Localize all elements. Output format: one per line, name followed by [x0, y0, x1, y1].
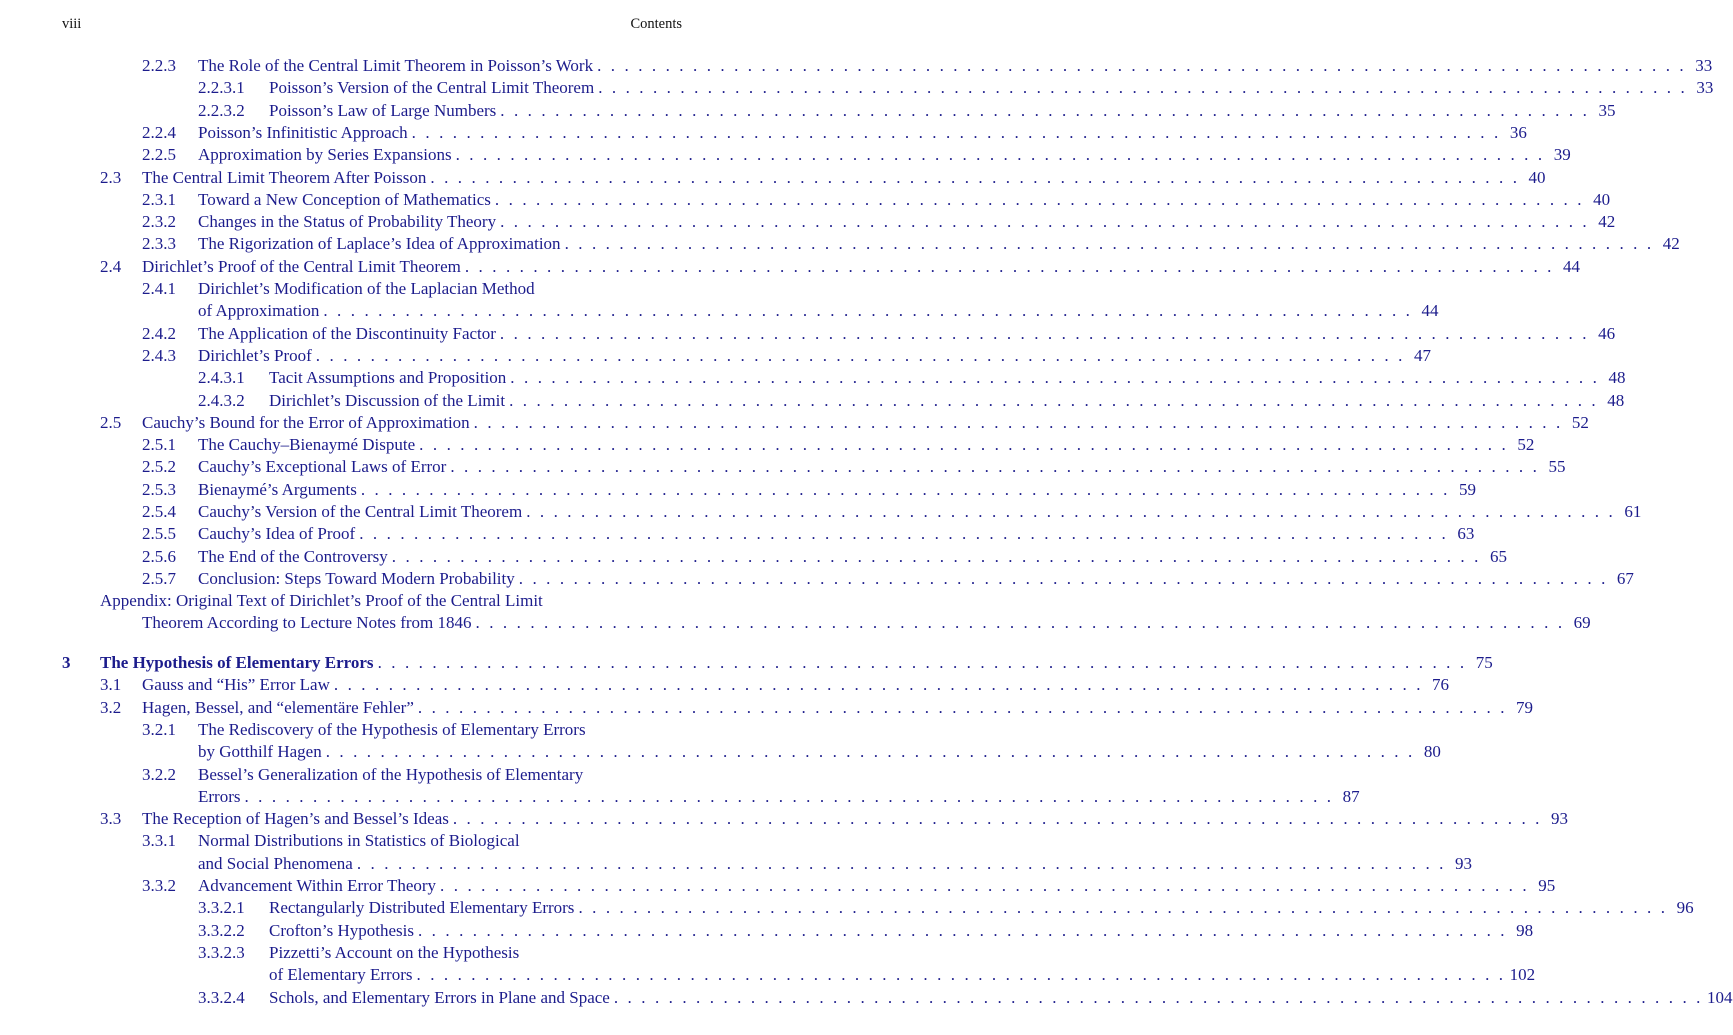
section-title: Poisson’s Law of Large Numbers	[269, 100, 497, 120]
page-number-ref: 47	[1413, 345, 1431, 365]
section-title: Schols, and Elementary Errors in Plane and Space	[269, 987, 610, 1007]
toc-line	[198, 434, 1535, 456]
page-number-ref: 55	[1548, 457, 1566, 477]
page-number-ref: 95	[1538, 876, 1556, 895]
section-number: 2.5.5	[142, 524, 176, 544]
section-title: Cauchy’s Exceptional Laws of Error	[198, 457, 447, 477]
dot-leader: . . . . . . . . . . . . . . . . . . . . . . . . . . . . . . . . . . . . . . . . . . . . . . . . . . . . . . . . . . . . . . . . . . . . . . . . . . . . . . . .	[325, 742, 1415, 762]
dot-leader: . . . . . . . . . . . . . . . . . . . . . . . . . . . . . . . . . . . . . . . . . . . . . . . . . . . . . . . . . . . . . . . . . . . . . . . . . . . . . . . .	[475, 613, 1565, 633]
section-title: The Cauchy–Bienaymé Dispute	[198, 435, 416, 455]
section-title: Errors	[198, 786, 241, 806]
toc-line	[198, 875, 1556, 897]
toc-line	[142, 167, 1546, 189]
dot-leader: . . . . . . . . . . . . . . . . . . . . . . . . . . . . . . . . . . . . . . . . . . . . . . . . . . . . . . . . . . . . . . . . . . . . . . . . . . . . . . . .	[377, 653, 1467, 672]
section-number: 3.2.1	[142, 719, 176, 739]
dot-leader: . . . . . . . . . . . . . . . . . . . . . . . . . . . . . . . . . . . . . . . . . . . . . . . . . . . . . . . . . . . . . . . . . . . . . . . . . . . . . . . .	[417, 920, 1508, 940]
toc-line	[269, 964, 1536, 986]
section-title: The Reception of Hagen’s and Bessel’s Ideas	[142, 809, 449, 829]
toc-line	[269, 367, 1626, 389]
section-title: Poisson’s Infinitistic Approach	[198, 122, 408, 142]
page-number-ref: 44	[1563, 256, 1580, 276]
page-number-ref: 93	[1455, 853, 1473, 873]
page-number-ref: 79	[1516, 697, 1534, 717]
section-title: Dirichlet’s Proof of the Central Limit Theorem	[142, 256, 461, 276]
section-title: Crofton’s Hypothesis	[269, 920, 414, 940]
section-title: Changes in the Status of Probability Theory	[198, 212, 497, 232]
dot-leader: . . . . . . . . . . . . . . . . . . . . . . . . . . . . . . . . . . . . . . . . . . . . . . . . . . . . . . . . . . . . . . . . . . . . . . . . . . . . . . . .	[564, 234, 1654, 254]
section-title: The Central Limit Theorem After Poisson	[142, 167, 427, 187]
toc-line	[142, 697, 1534, 719]
section-number: 2.2.3	[142, 56, 176, 75]
toc-line	[198, 122, 1527, 144]
toc-line	[198, 501, 1642, 523]
toc-line	[198, 211, 1616, 233]
page-number-ref: 52	[1571, 412, 1589, 432]
toc-line	[198, 189, 1611, 211]
page-number-ref: 67	[1616, 568, 1634, 588]
section-number: 3.3.2.4	[198, 987, 245, 1007]
page-number-ref: 33	[1695, 56, 1713, 75]
section-number: 2.4.3	[142, 345, 176, 365]
section-number: 2.5.6	[142, 546, 176, 566]
page-number-ref: 33	[1696, 78, 1714, 98]
section-number: 2.4.1	[142, 279, 176, 298]
page-number-ref: 44	[1421, 301, 1439, 321]
toc-line	[269, 897, 1694, 919]
dot-leader: . . . . . . . . . . . . . . . . . . . . . . . . . . . . . . . . . . . . . . . . . . . . . . . . . . . . . . . . . . . . . . . . . . . . . . . . . . . . . . . .	[526, 502, 1616, 521]
section-number: 2.4.3.2	[198, 390, 245, 410]
page-number-ref: 96	[1676, 898, 1694, 918]
section-number: 2.5.3	[142, 479, 176, 499]
section-number: 3	[62, 653, 71, 672]
section-title: Toward a New Conception of Mathematics	[198, 189, 491, 209]
toc-line	[198, 456, 1566, 478]
section-number: 2.3.3	[142, 234, 176, 254]
dot-leader: . . . . . . . . . . . . . . . . . . . . . . . . . . . . . . . . . . . . . . . . . . . . . . . . . . . . . . . . . . . . . . . . . . . . . . . . . . . . . . . .	[440, 876, 1530, 895]
dot-leader: . . . . . . . . . . . . . . . . . . . . . . . . . . . . . . . . . . . . . . . . . . . . . . . . . . . . . . . . . . . . . . . . . . . . . . . . . . . . . . . .	[333, 675, 1424, 695]
section-title: Approximation by Series Expansions	[198, 145, 452, 165]
page-number-ref: 40	[1528, 167, 1546, 187]
section-number: 2.2.4	[142, 122, 176, 142]
page-number-ref: 63	[1457, 524, 1475, 544]
section-number: 2.5.2	[142, 457, 176, 477]
dot-leader: . . . . . . . . . . . . . . . . . . . . . . . . . . . . . . . . . . . . . . . . . . . . . . . . . . . . . . . . . . . . . . . . . . . . . . . . . . . . . . . .	[500, 212, 1590, 232]
section-number: 2.5	[100, 412, 122, 432]
page-number-ref: 48	[1608, 368, 1626, 388]
dot-leader: . . . . . . . . . . . . . . . . . . . . . . . . . . . . . . . . . . . . . . . . . . . . . . . . . . . . . . . . . . . . . . . . . . . . . . . . . . . . . . . .	[450, 457, 1540, 477]
toc-line	[198, 741, 1441, 763]
dot-leader: . . . . . . . . . . . . . . . . . . . . . . . . . . . . . . . . . . . . . . . . . . . . . . . . . . . . . . . . . . . . . . . . . . . . . . . . . . . . . . . .	[500, 100, 1590, 120]
dot-leader: . . . . . . . . . . . . . . . . . . . . . . . . . . . . . . . . . . . . . . . . . . . . . . . . . . . . . . . . . . . . . . . . . . . . . . . . . . . . . . . .	[464, 256, 1554, 276]
page-number-ref: 65	[1489, 546, 1507, 566]
section-title: The Hypothesis of Elementary Errors	[100, 653, 374, 672]
page-number-ref: 52	[1517, 435, 1535, 455]
toc-line	[269, 987, 1733, 1009]
page-number: viii	[62, 16, 82, 32]
page-number-ref: 61	[1624, 502, 1642, 521]
section-number: 3.3.2	[142, 876, 176, 895]
section-number: 2.3	[100, 167, 122, 187]
page-number-ref: 75	[1475, 653, 1493, 672]
section-number: 3.3	[100, 809, 122, 829]
dot-leader: . . . . . . . . . . . . . . . . . . . . . . . . . . . . . . . . . . . . . . . . . . . . . . . . . . . . . . . . . . . . . . . . . . . . . . . . . . . . . . . .	[597, 56, 1687, 75]
toc-line	[269, 100, 1616, 122]
section-title: The Rigorization of Laplace’s Idea of Approximation	[198, 234, 561, 254]
section-title: of Elementary Errors	[269, 965, 413, 985]
dot-leader: . . . . . . . . . . . . . . . . . . . . . . . . . . . . . . . . . . . . . . . . . . . . . . . . . . . . . . . . . . . . . . . . . . . . . . . . . . . . . . . .	[509, 390, 1599, 410]
dot-leader: . . . . . . . . . . . . . . . . . . . . . . . . . . . . . . . . . . . . . . . . . . . . . . . . . . . . . . . . . . . . . . . . . . . . . . . . . . . . . . . .	[416, 965, 1506, 985]
dot-leader: . . . . . . . . . . . . . . . . . . . . . . . . . . . . . . . . . . . . . . . . . . . . . . . . . . . . . . . . . . . . . . . . . . . . . . . . . . . . . . . .	[455, 145, 1545, 165]
page-number-ref: 35	[1598, 100, 1616, 120]
section-number: 2.4.2	[142, 323, 176, 343]
page-number-ref: 102	[1509, 965, 1536, 985]
section-title: by Gotthilf Hagen	[198, 742, 322, 762]
dot-leader: . . . . . . . . . . . . . . . . . . . . . . . . . . . . . . . . . . . . . . . . . . . . . . . . . . . . . . . . . . . . . . . . . . . . . . . . . . . . . . . .	[323, 301, 1413, 321]
dot-leader: . . . . . . . . . . . . . . . . . . . . . . . . . . . . . . . . . . . . . . . . . . . . . . . . . . . . . . . . . . . . . . . . . . . . . . . . . . . . . . . .	[499, 323, 1590, 343]
section-title: Gauss and “His” Error Law	[142, 675, 330, 695]
page-number-ref: 69	[1573, 613, 1591, 633]
section-title: Bienaymé’s Arguments	[198, 479, 357, 499]
dot-leader: . . . . . . . . . . . . . . . . . . . . . . . . . . . . . . . . . . . . . . . . . . . . . . . . . . . . . . . . . . . . . . . . . . . . . . . . . . . . . . . .	[356, 853, 1447, 873]
section-number: 3.3.2.2	[198, 920, 245, 940]
section-number: 3.1	[100, 675, 122, 695]
page-number-ref: 104	[1707, 987, 1733, 1007]
dot-leader: . . . . . . . . . . . . . . . . . . . . . . . . . . . . . . . . . . . . . . . . . . . . . . . . . . . . . . . . . . . . . . . . . . . . . . . . . . . . . . . .	[510, 368, 1600, 388]
dot-leader: . . . . . . . . . . . . . . . . . . . . . . . . . . . . . . . . . . . . . . . . . . . . . . . . . . . . . . . . . . . . . . . . . . . . . . . . . . . . . . . .	[411, 122, 1501, 142]
section-number: 2.5.1	[142, 435, 176, 455]
section-number: 2.2.5	[142, 145, 176, 165]
section-title: Advancement Within Error Theory	[198, 876, 437, 895]
toc-line	[198, 546, 1507, 568]
section-title: Rectangularly Distributed Elementary Errors	[269, 898, 575, 918]
running-title: Contents	[630, 16, 682, 32]
dot-leader: . . . . . . . . . . . . . . . . . . . . . . . . . . . . . . . . . . . . . . . . . . . . . . . . . . . . . . . . . . . . . . . . . . . . . . . . . . . . . . . .	[419, 435, 1509, 455]
toc-line	[198, 55, 1713, 77]
page-number-ref: 59	[1458, 479, 1476, 499]
dot-leader: . . . . . . . . . . . . . . . . . . . . . . . . . . . . . . . . . . . . . . . . . . . . . . . . . . . . . . . . . . . . . . . . . . . . . . . . . . . . . . . .	[430, 167, 1520, 187]
section-title-line: Dirichlet’s Modification of the Laplacian Method	[198, 279, 535, 298]
dot-leader: . . . . . . . . . . . . . . . . . . . . . . . . . . . . . . . . . . . . . . . . . . . . . . . . . . . . . . . . . . . . . . . . . . . . . . . . . . . . . . . .	[391, 546, 1481, 566]
section-title: The Role of the Central Limit Theorem in Poisson’s Work	[198, 56, 594, 75]
dot-leader: . . . . . . . . . . . . . . . . . . . . . . . . . . . . . . . . . . . . . . . . . . . . . . . . . . . . . . . . . . . . . . . . . . . . . . . . . . . . . . . .	[315, 345, 1405, 365]
section-title: Hagen, Bessel, and “elementäre Fehler”	[142, 697, 414, 717]
dot-leader: . . . . . . . . . . . . . . . . . . . . . . . . . . . . . . . . . . . . . . . . . . . . . . . . . . . . . . . . . . . . . . . . . . . . . . . . . . . . . . . .	[359, 524, 1449, 544]
page-number-ref: 39	[1553, 145, 1571, 165]
section-title: Theorem According to Lecture Notes from 1846	[142, 613, 472, 633]
section-title: Cauchy’s Idea of Proof	[198, 524, 356, 544]
toc-line	[198, 323, 1616, 345]
section-title: of Approximation	[198, 301, 320, 321]
section-number: 2.4.3.1	[198, 368, 245, 388]
section-title: Poisson’s Version of the Central Limit Theorem	[269, 78, 595, 98]
dot-leader: . . . . . . . . . . . . . . . . . . . . . . . . . . . . . . . . . . . . . . . . . . . . . . . . . . . . . . . . . . . . . . . . . . . . . . . . . . . . . . . .	[613, 987, 1704, 1007]
section-number: 3.3.2.3	[198, 942, 245, 962]
section-title-line: Normal Distributions in Statistics of Biological	[198, 831, 520, 851]
section-number: 3.2.2	[142, 764, 176, 784]
section-title: The Application of the Discontinuity Factor	[198, 323, 496, 343]
toc-line	[142, 674, 1450, 696]
toc-line	[198, 853, 1473, 875]
toc-line	[198, 144, 1571, 166]
section-number: 3.3.2.1	[198, 898, 245, 918]
section-title-line: Pizzetti’s Account on the Hypothesis	[269, 942, 520, 962]
dot-leader: . . . . . . . . . . . . . . . . . . . . . . . . . . . . . . . . . . . . . . . . . . . . . . . . . . . . . . . . . . . . . . . . . . . . . . . . . . . . . . . .	[494, 189, 1585, 209]
page-number-ref: 93	[1551, 809, 1569, 829]
section-title: Tacit Assumptions and Proposition	[269, 368, 507, 388]
section-title: Cauchy’s Bound for the Error of Approximation	[142, 412, 470, 432]
dot-leader: . . . . . . . . . . . . . . . . . . . . . . . . . . . . . . . . . . . . . . . . . . . . . . . . . . . . . . . . . . . . . . . . . . . . . . . . . . . . . . . .	[518, 568, 1608, 588]
page-number-ref: 48	[1607, 390, 1625, 410]
section-title: Conclusion: Steps Toward Modern Probability	[198, 568, 515, 588]
toc-line	[198, 300, 1439, 322]
toc-line	[198, 786, 1360, 808]
page-number-ref: 42	[1598, 212, 1616, 232]
page-number-ref: 87	[1342, 786, 1360, 806]
page-number-ref: 46	[1598, 323, 1616, 343]
section-title: Dirichlet’s Discussion of the Limit	[269, 390, 506, 410]
toc-line	[269, 77, 1714, 99]
page-number-ref: 36	[1509, 122, 1527, 142]
page-header	[62, 16, 682, 36]
section-number: 2.5.4	[142, 502, 176, 521]
dot-leader: . . . . . . . . . . . . . . . . . . . . . . . . . . . . . . . . . . . . . . . . . . . . . . . . . . . . . . . . . . . . . . . . . . . . . . . . . . . . . . . .	[417, 697, 1508, 717]
section-number: 2.3.1	[142, 189, 176, 209]
section-title-line: Bessel’s Generalization of the Hypothesis of Elementary	[198, 764, 584, 784]
toc-line	[198, 233, 1680, 255]
toc-line	[142, 256, 1580, 278]
toc-line	[198, 523, 1475, 545]
section-title-line: Appendix: Original Text of Dirichlet’s Proof of the Central Limit	[100, 591, 543, 611]
toc-line	[142, 612, 1591, 634]
dot-leader: . . . . . . . . . . . . . . . . . . . . . . . . . . . . . . . . . . . . . . . . . . . . . . . . . . . . . . . . . . . . . . . . . . . . . . . . . . . . . . . .	[452, 809, 1543, 829]
toc-line	[100, 652, 1493, 674]
section-number: 2.3.2	[142, 212, 176, 232]
section-title: Dirichlet’s Proof	[198, 345, 312, 365]
dot-leader: . . . . . . . . . . . . . . . . . . . . . . . . . . . . . . . . . . . . . . . . . . . . . . . . . . . . . . . . . . . . . . . . . . . . . . . . . . . . . . . .	[598, 78, 1688, 98]
page-number-ref: 40	[1593, 189, 1611, 209]
toc-line	[269, 390, 1625, 412]
toc-line	[142, 808, 1569, 830]
section-number: 2.2.3.2	[198, 100, 245, 120]
section-number: 2.2.3.1	[198, 78, 245, 98]
page-number-ref: 98	[1516, 920, 1534, 940]
section-title-line: The Rediscovery of the Hypothesis of Elementary Errors	[198, 719, 586, 739]
page-number-ref: 76	[1432, 675, 1450, 695]
section-number: 2.4	[100, 256, 122, 276]
section-number: 3.3.1	[142, 831, 176, 851]
toc-line	[269, 920, 1534, 942]
dot-leader: . . . . . . . . . . . . . . . . . . . . . . . . . . . . . . . . . . . . . . . . . . . . . . . . . . . . . . . . . . . . . . . . . . . . . . . . . . . . . . . .	[473, 412, 1563, 432]
toc-line	[198, 345, 1431, 367]
section-title: The End of the Controversy	[198, 546, 388, 566]
page-number-ref: 80	[1423, 742, 1441, 762]
dot-leader: . . . . . . . . . . . . . . . . . . . . . . . . . . . . . . . . . . . . . . . . . . . . . . . . . . . . . . . . . . . . . . . . . . . . . . . . . . . . . . . .	[578, 898, 1668, 918]
dot-leader: . . . . . . . . . . . . . . . . . . . . . . . . . . . . . . . . . . . . . . . . . . . . . . . . . . . . . . . . . . . . . . . . . . . . . . . . . . . . . . . .	[244, 786, 1334, 806]
page-number-ref: 42	[1662, 234, 1680, 254]
toc-line	[198, 568, 1634, 590]
dot-leader: . . . . . . . . . . . . . . . . . . . . . . . . . . . . . . . . . . . . . . . . . . . . . . . . . . . . . . . . . . . . . . . . . . . . . . . . . . . . . . . .	[360, 479, 1450, 499]
section-title: Cauchy’s Version of the Central Limit Theorem	[198, 502, 523, 521]
section-number: 3.2	[100, 697, 122, 717]
toc-line	[198, 479, 1476, 501]
section-number: 2.5.7	[142, 568, 176, 588]
section-title: and Social Phenomena	[198, 853, 353, 873]
toc-line	[142, 412, 1589, 434]
